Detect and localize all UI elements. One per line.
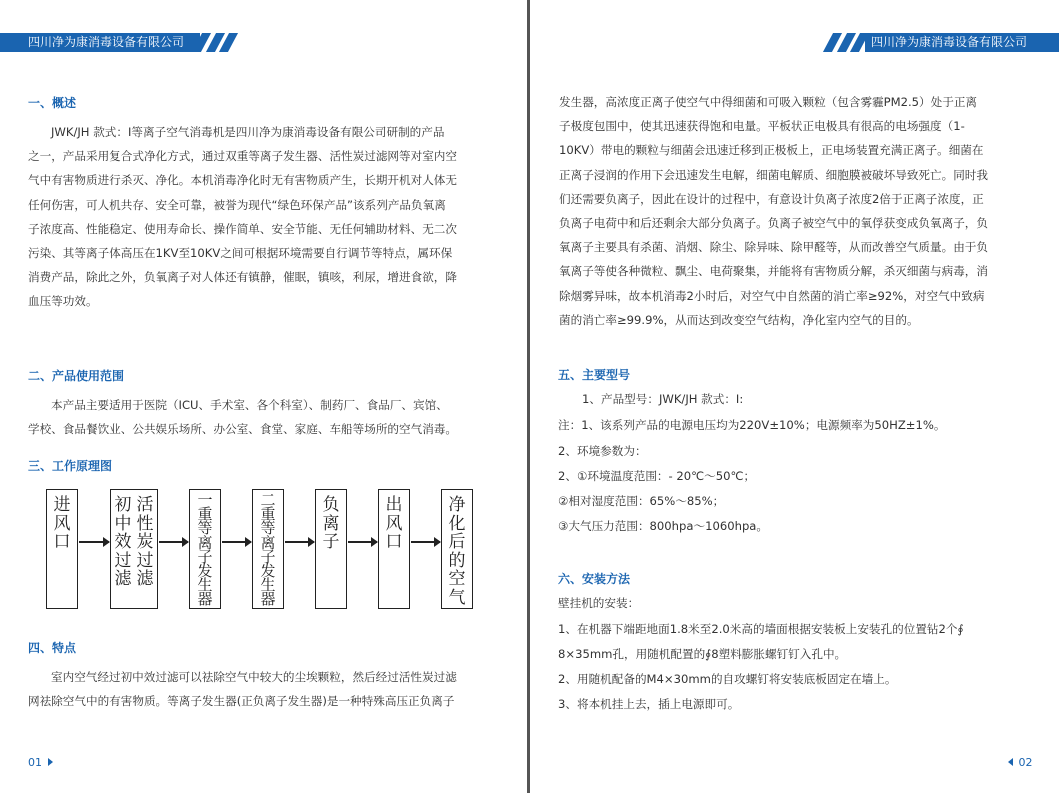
flow-step-outlet bbox=[378, 489, 410, 609]
models-line: 1、产品型号：JWK/JH 款式：I: bbox=[582, 392, 744, 406]
flow-arrow bbox=[159, 541, 188, 543]
text-line: 菌的消亡率≥99.9%，从而达到改变空气结构，净化室内空气的目的。 bbox=[559, 312, 919, 327]
text-line: 血压等功效。 bbox=[28, 294, 98, 309]
page-number-left bbox=[28, 756, 53, 769]
text-line: JWK/JH 款式：I等离子空气消毒机是四川净为康消毒设备有限公司研制的产品 bbox=[51, 125, 445, 139]
models-line: ②相对湿度范围：65%～85%； bbox=[558, 494, 725, 508]
text-line: 10KV）带电的颗粒与细菌会迅速迁移到正极板上，正电场装置充满正离子。细菌在 bbox=[559, 143, 984, 158]
text-line: 氧离子主要具有杀菌、消烟、除尘、除异味、除甲醛等，从而改善空气质量。由于负 bbox=[559, 240, 988, 255]
models-line: 2、①环境温度范围：- 20℃～50℃； bbox=[558, 469, 756, 483]
company-name-right: 四川净为康消毒设备有限公司 bbox=[871, 35, 1028, 49]
flow-arrow bbox=[222, 541, 251, 543]
flow-step-inlet bbox=[46, 489, 78, 609]
models-line: 注：1、该系列产品的电源电压均为220V±10%；电源频率为50HZ±1%。 bbox=[558, 418, 946, 432]
header-stripes-right bbox=[830, 33, 864, 52]
text-line: 之一，产品采用复合式净化方式，通过双重等离子发生器、活性炭过滤网等对室内空 bbox=[28, 149, 457, 164]
right-page bbox=[530, 0, 1059, 793]
text-line: 正离子浸润的作用下会迅速发生电解，细菌电解质、细胞膜被破坏导致死亡。同时我 bbox=[559, 167, 988, 182]
install-line: 8×35mm孔，用随机配置的∮8塑料膨胀螺钉钉入孔中。 bbox=[558, 647, 847, 661]
text-line: 学校、食品餐饮业、公共娱乐场所、办公室、食堂、家庭、车船等场所的空气消毒。 bbox=[28, 422, 457, 437]
header-stripes-left bbox=[200, 33, 234, 52]
flow-step-label: 出风口 bbox=[385, 495, 403, 552]
text-line: 子浓度高、性能稳定、使用寿命长、操作简单、安全节能、无任何辅助材料、无二次 bbox=[28, 221, 457, 236]
text-line: 们还需要负离子，因此在设计的过程中，有意设计负离子浓度2倍于正离子浓度，正 bbox=[559, 191, 984, 206]
text-line: 除烟雾异味，故本机消毒2小时后，对空气中自然菌的消亡率≥92%，对空气中致病 bbox=[559, 288, 985, 303]
text-line: 发生器，高浓度正离子使空气中得细菌和可吸入颗粒（包含雾霾PM2.5）处于正离 bbox=[559, 95, 978, 109]
flow-arrow bbox=[79, 541, 109, 543]
flow-step-label: 一重等离子发生器 bbox=[197, 491, 213, 609]
page-number-text: 02 bbox=[1018, 756, 1033, 769]
text-line: 污染、其等离子体高压在1KV至10KV之间可根据环境需要自行调节等特点，属环保 bbox=[28, 246, 453, 261]
install-line: 3、将本机挂上去，插上电源即可。 bbox=[558, 697, 740, 711]
section-title-usage: 二、产品使用范围 bbox=[28, 369, 125, 383]
flow-step-label: 进风口 bbox=[53, 495, 71, 552]
flow-step-anion bbox=[315, 489, 347, 609]
models-line: ③大气压力范围：800hpa～1060hpa。 bbox=[558, 519, 768, 533]
flow-arrow bbox=[348, 541, 377, 543]
usage-paragraph bbox=[28, 393, 457, 441]
section-title-overview: 一、概述 bbox=[28, 96, 77, 110]
section-title-installation: 六、安装方法 bbox=[558, 572, 631, 586]
left-page bbox=[0, 0, 528, 793]
text-line: 室内空气经过初中效过滤可以祛除空气中较大的尘埃颗粒，然后经过活性炭过滤 bbox=[51, 670, 457, 684]
section-title-principle: 三、工作原理图 bbox=[28, 459, 113, 473]
install-line: 2、用随机配备的M4×30mm的自攻螺钉将安装底板固定在墙上。 bbox=[558, 672, 897, 686]
flow-step-label: 活性炭过滤 bbox=[136, 495, 154, 589]
overview-paragraph bbox=[28, 120, 457, 314]
flow-step-label: 初中效过滤 bbox=[114, 495, 132, 589]
section-title-models: 五、主要型号 bbox=[558, 368, 631, 382]
header-bar-right bbox=[865, 33, 1059, 52]
page-number-text: 01 bbox=[28, 756, 42, 769]
header-bar-left bbox=[0, 33, 200, 52]
page-number-right bbox=[1008, 756, 1033, 769]
models-line: 2、环境参数为： bbox=[558, 444, 647, 458]
triangle-right-icon bbox=[48, 758, 53, 766]
text-line: 本产品主要适用于医院（ICU、手术室、各个科室）、制药厂、食品厂、宾馆、 bbox=[51, 398, 448, 412]
features-continued-paragraph bbox=[559, 90, 988, 332]
text-line: 消费产品，除此之外，负氧离子对人体还有镇静，催眠，镇咳，利尿，增进食欲，降 bbox=[28, 270, 457, 285]
text-line: 子极度包围中，使其迅速获得饱和电量。平板状正电极具有很高的电场强度（1- bbox=[559, 119, 965, 134]
flow-step-label: 净化后的空气 bbox=[448, 495, 466, 608]
features-paragraph bbox=[28, 665, 457, 713]
install-line: 壁挂机的安装： bbox=[558, 596, 640, 610]
section-title-features: 四、特点 bbox=[28, 641, 77, 655]
flow-step-label: 二重等离子发生器 bbox=[260, 491, 276, 609]
flow-step-plasma-1 bbox=[189, 489, 221, 609]
text-line: 任何伤害，可人机共存、安全可靠，被誉为现代“绿色环保产品”该系列产品负氧离 bbox=[28, 197, 446, 212]
flow-arrow bbox=[411, 541, 440, 543]
company-name-left: 四川净为康消毒设备有限公司 bbox=[28, 35, 185, 49]
text-line: 负离子电荷中和后还剩余大部分负离子。负离子被空气中的氧俘获变成负氧离子，负 bbox=[559, 216, 988, 231]
text-line: 气中有害物质进行杀灭、净化。本机消毒净化时无有害物质产生，长期开机对人体无 bbox=[28, 173, 457, 188]
flow-step-clean-air bbox=[441, 489, 473, 609]
text-line: 氧离子等使各种微粒、飘尘、电荷聚集，并能将有害物质分解，杀灭细菌与病毒，消 bbox=[559, 264, 988, 279]
install-line: 1、在机器下端距地面1.8米至2.0米高的墙面根据安装板上安装孔的位置钻2个∮ bbox=[558, 622, 964, 636]
triangle-left-icon bbox=[1008, 758, 1013, 766]
flow-step-filters bbox=[110, 489, 158, 609]
flow-arrow bbox=[285, 541, 314, 543]
text-line: 网祛除空气中的有害物质。等离子发生器(正负离子发生器)是一种特殊高压正负离子 bbox=[28, 694, 455, 709]
flow-step-label: 负离子 bbox=[322, 495, 340, 552]
flow-step-plasma-2 bbox=[252, 489, 284, 609]
